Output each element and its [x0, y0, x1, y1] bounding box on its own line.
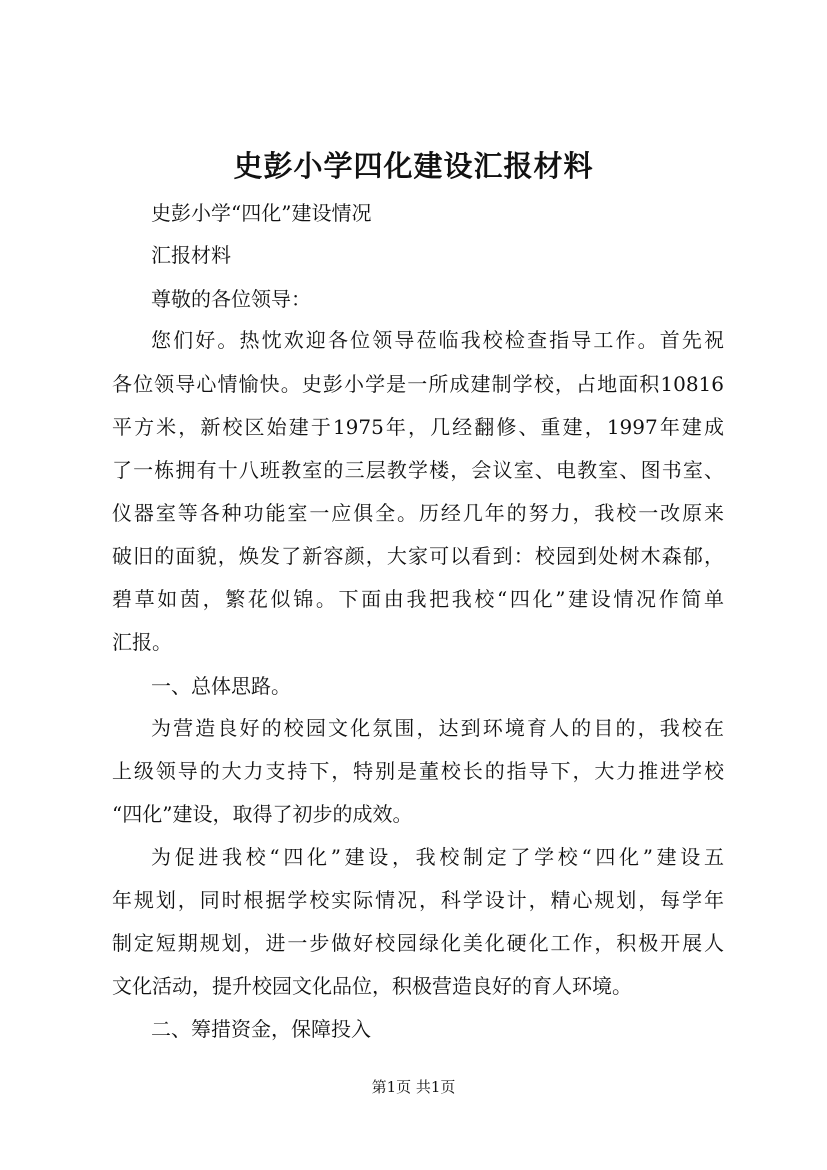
document-title: 史彭小学四化建设汇报材料	[233, 149, 594, 183]
paragraph-line: 年规划，同时根据学校实际情况，科学设计，精心规划，每学年	[112, 888, 724, 912]
paragraph-line: 了一栋拥有十八班教室的三层教学楼，会议室、电教室、图书室、	[112, 458, 724, 482]
paragraph-line: 各位领导心情愉快。史彭小学是一所成建制学校，占地面积10816	[112, 372, 724, 396]
paragraph-line: 文化活动，提升校园文化品位，积极营造良好的育人环境。	[112, 974, 632, 998]
paragraph-line: 为营造良好的校园文化氛围，达到环境育人的目的，我校在	[151, 716, 724, 740]
subtitle-line: 史彭小学“四化”建设情况	[151, 201, 372, 225]
paragraph-line: 上级领导的大力支持下，特别是董校长的指导下，大力推进学校	[112, 759, 724, 783]
paragraph-line: 仪器室等各种功能室一应俱全。历经几年的努力，我校一改原来	[112, 501, 724, 525]
paragraph-line: 制定短期规划，进一步做好校园绿化美化硬化工作，积极开展人	[112, 931, 724, 955]
paragraph-line: 您们好。热忱欢迎各位领导莅临我校检查指导工作。首先祝	[151, 328, 724, 352]
salutation: 尊敬的各位领导：	[151, 287, 311, 311]
section-heading: 一、总体思路。	[151, 674, 291, 698]
subtitle-line: 汇报材料	[151, 243, 231, 267]
paragraph-line: 为促进我校“四化”建设，我校制定了学校“四化”建设五	[151, 845, 724, 869]
paragraph-line: 汇报。	[112, 630, 172, 654]
paragraph-line: 平方米，新校区始建于1975年，几经翻修、重建，1997年建成	[112, 415, 724, 439]
paragraph-line: “四化”建设，取得了初步的成效。	[112, 802, 413, 826]
paragraph-line: 破旧的面貌，焕发了新容颜，大家可以看到：校园到处树木森郁，	[112, 544, 724, 568]
paragraph-line: 碧草如茵，繁花似锦。下面由我把我校“四化”建设情况作简单	[112, 587, 724, 611]
page-footer: 第1页 共1页	[371, 1078, 456, 1096]
section-heading: 二、筹措资金，保障投入	[151, 1017, 371, 1041]
